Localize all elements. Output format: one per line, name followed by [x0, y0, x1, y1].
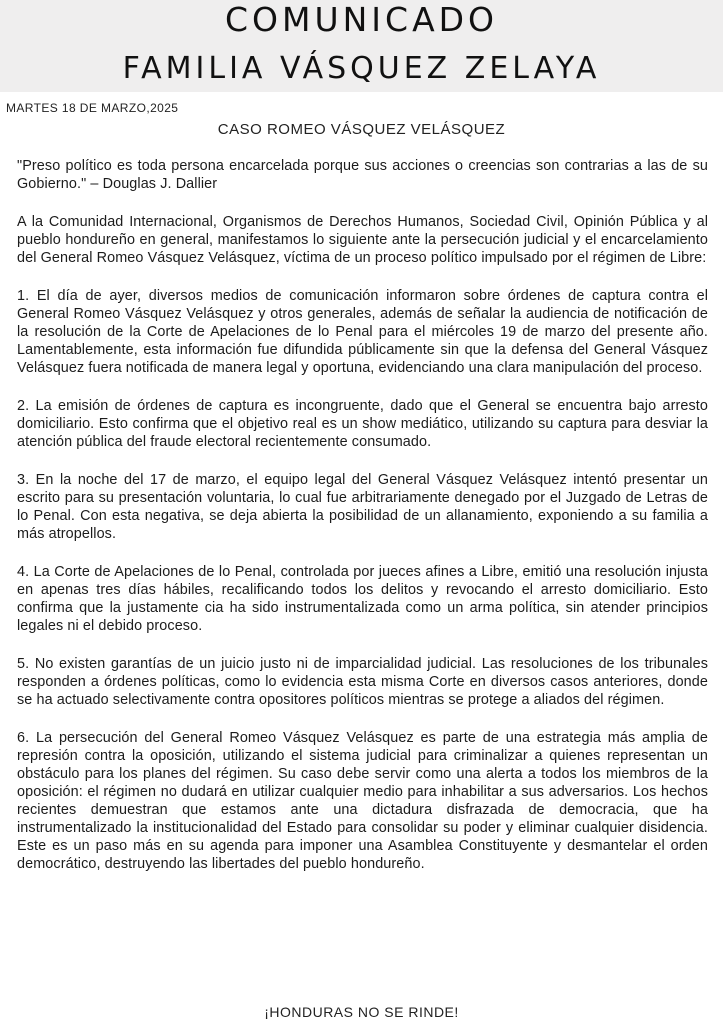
point-3: 3. En la noche del 17 de marzo, el equipo legal del General Vásquez Velásquez intentó presentar un escrito para su presentación voluntaria, lo cual fue arbitrariamente denegado por el Juzgado de Letras de lo Penal. Con esta negativa, se deja abierta la posibilidad de un allanamiento, exponiendo a su familia a más atropellos.	[17, 472, 708, 542]
opening-quote: "Preso político es toda persona encarcelada porque sus acciones o creencias son contrarias a las de su Gobierno." – Douglas J. Dallier	[17, 158, 708, 192]
date-line: MARTES 18 DE MARZO,2025	[6, 101, 179, 115]
document-title: COMUNICADO	[224, 0, 499, 39]
document-body	[17, 157, 708, 893]
closing-slogan: ¡HONDURAS NO SE RINDE!	[264, 1004, 459, 1020]
point-1: 1. El día de ayer, diversos medios de comunicación informaron sobre órdenes de captura contra el General Romeo Vásquez Velásquez y otros generales, además de señalar la audiencia de notificación de la resolución de la Corte de Apelaciones de lo Penal para el miércoles 19 de marzo del presente año. Lamentablemente, esta información fue difundida públicamente sin que la defensa del General Vásquez Velásquez fuera notificada de manera legal y oportuna, evidenciando una clara manipulación del proceso.	[17, 288, 708, 376]
family-name: FAMILIA VÁSQUEZ ZELAYA	[122, 51, 601, 86]
point-4: 4. La Corte de Apelaciones de lo Penal, controlada por jueces afines a Libre, emitió una resolución injusta en apenas tres días hábiles, recalificando todos los delitos y revocando el arresto domiciliario. Esto confirma que la justamente cia ha sido instrumentalizada como un arma política, sin atender principios legales ni el debido proceso.	[17, 564, 708, 634]
header-banner	[0, 0, 723, 92]
point-2: 2. La emisión de órdenes de captura es incongruente, dado que el General se encuentra bajo arresto domiciliario. Esto confirma que el objetivo real es un show mediático, utilizando su captura para desviar la atención pública del fraude electoral recientemente consumado.	[17, 398, 708, 450]
point-5: 5. No existen garantías de un juicio justo ni de imparcialidad judicial. Las resoluciones de los tribunales responden a órdenes políticas, como lo evidencia esta misma Corte en diversos casos anteriores, donde se ha actuado selectivamente contra opositores políticos mientras se protege a aliados del régimen.	[17, 656, 708, 708]
point-6: 6. La persecución del General Romeo Vásquez Velásquez es parte de una estrategia más amplia de represión contra la oposición, utilizando el sistema judicial para criminalizar a quienes representan un obstáculo para los planes del régimen. Su caso debe servir como una alerta a todos los miembros de la oposición: el régimen no dudará en utilizar cualquier medio para inhabilitar a sus adversarios. Los hechos recientes demuestran que estamos ante una dictadura disfrazada de democracia, que ha instrumentalizado la institucionalidad del Estado para consolidar su poder y eliminar cualquier disidencia. Este es un paso más en su agenda para imponer una Asamblea Constituyente y desmantelar el orden democrático, destruyendo las libertades del pueblo hondureño.	[17, 730, 708, 872]
intro-paragraph: A la Comunidad Internacional, Organismos de Derechos Humanos, Sociedad Civil, Opinión Pública y al pueblo hondureño en general, manifestamos lo siguiente ante la persecución judicial y el encarcelamiento del General Romeo Vásquez Velásquez, víctima de un proceso político impulsado por el régimen de Libre:	[17, 214, 708, 266]
case-title: CASO ROMEO VÁSQUEZ VELÁSQUEZ	[217, 121, 506, 138]
